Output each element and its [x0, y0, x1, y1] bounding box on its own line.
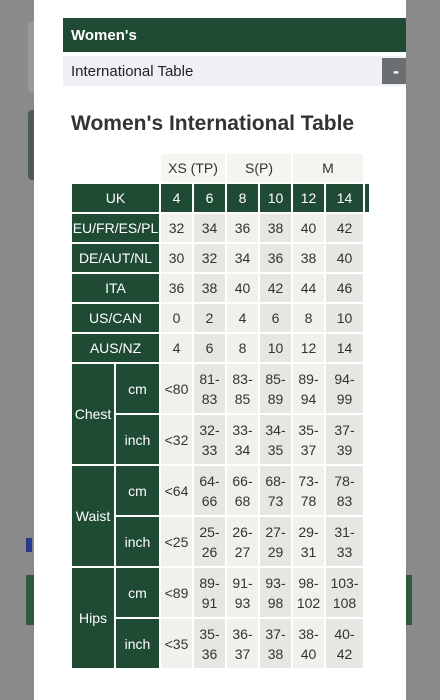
- measure-label: Waist: [72, 466, 114, 566]
- measure-cell: 33- 34: [227, 415, 258, 464]
- measure-cell: 89- 94: [293, 364, 324, 413]
- measure-cell: 83- 85: [227, 364, 258, 413]
- size-cell: 2: [194, 304, 225, 332]
- unit-label: inch: [116, 415, 159, 464]
- size-group-header: XS (TP): [161, 154, 225, 182]
- measure-cell: 38- 40: [293, 619, 324, 668]
- table-row: [72, 334, 369, 362]
- measure-cell: 37- 38: [260, 619, 291, 668]
- size-cell: 8: [227, 334, 258, 362]
- measure-cell: 66- 68: [227, 466, 258, 515]
- row-label: DE/AUT/NL: [72, 244, 159, 272]
- measure-cell: 78- 83: [326, 466, 363, 515]
- measure-cell: 34- 35: [260, 415, 291, 464]
- measure-cell: 31- 33: [326, 517, 363, 566]
- row-label: AUS/NZ: [72, 334, 159, 362]
- size-cell: 42: [260, 274, 291, 302]
- table-edge: [365, 304, 369, 332]
- unit-label: cm: [116, 364, 159, 413]
- size-cell: 14: [326, 334, 363, 362]
- measure-cell: 73- 78: [293, 466, 324, 515]
- measure-cell: 27- 29: [260, 517, 291, 566]
- measure-row: [72, 466, 369, 515]
- size-cell: 44: [293, 274, 324, 302]
- measure-cell: 89- 91: [194, 568, 225, 617]
- size-group-header: S(P): [227, 154, 291, 182]
- measure-cell: <89: [161, 568, 192, 617]
- size-guide-modal: [34, 0, 406, 700]
- corner-cell: [72, 154, 159, 182]
- table-edge: [365, 415, 369, 464]
- size-group-header: M: [293, 154, 363, 182]
- measure-label: Chest: [72, 364, 114, 464]
- size-table: [70, 152, 371, 670]
- measure-cell: 85- 89: [260, 364, 291, 413]
- table-edge: [365, 517, 369, 566]
- table-edge: [365, 184, 369, 212]
- uk-size-cell: 14: [326, 184, 363, 212]
- size-group-row: [72, 154, 369, 182]
- measure-cell: 103- 108: [326, 568, 363, 617]
- size-cell: 12: [293, 334, 324, 362]
- unit-label: cm: [116, 466, 159, 515]
- measure-cell: 94- 99: [326, 364, 363, 413]
- table-edge: [365, 244, 369, 272]
- measure-row: [72, 415, 369, 464]
- size-cell: 38: [260, 214, 291, 242]
- measure-cell: 36- 37: [227, 619, 258, 668]
- size-cell: 30: [161, 244, 192, 272]
- measure-cell: 35- 36: [194, 619, 225, 668]
- size-cell: 0: [161, 304, 192, 332]
- size-cell: 40: [326, 244, 363, 272]
- table-row: [72, 304, 369, 332]
- size-cell: 36: [260, 244, 291, 272]
- table-edge: [365, 619, 369, 668]
- row-label: ITA: [72, 274, 159, 302]
- size-cell: 34: [194, 214, 225, 242]
- table-edge: [365, 466, 369, 515]
- category-header: [63, 18, 406, 52]
- size-cell: 4: [227, 304, 258, 332]
- table-edge: [365, 214, 369, 242]
- row-label-uk: UK: [72, 184, 159, 212]
- unit-label: inch: [116, 619, 159, 668]
- measure-row: [72, 364, 369, 413]
- measure-cell: 40- 42: [326, 619, 363, 668]
- measure-cell: 81- 83: [194, 364, 225, 413]
- row-label: US/CAN: [72, 304, 159, 332]
- category-title: Women's: [71, 26, 137, 44]
- table-edge: [365, 154, 369, 182]
- measure-cell: 25- 26: [194, 517, 225, 566]
- table-edge: [365, 334, 369, 362]
- size-cell: 32: [161, 214, 192, 242]
- size-cell: 46: [326, 274, 363, 302]
- uk-size-cell: 12: [293, 184, 324, 212]
- uk-size-cell: 6: [194, 184, 225, 212]
- measure-cell: <25: [161, 517, 192, 566]
- size-cell: 38: [194, 274, 225, 302]
- measure-cell: <80: [161, 364, 192, 413]
- table-row: [72, 244, 369, 272]
- section-title: International Table: [71, 62, 194, 80]
- background-accent: [26, 538, 32, 552]
- size-cell: 34: [227, 244, 258, 272]
- size-cell: 10: [326, 304, 363, 332]
- measure-row: [72, 517, 369, 566]
- measure-cell: 68- 73: [260, 466, 291, 515]
- measure-row: [72, 619, 369, 668]
- measure-row: [72, 568, 369, 617]
- uk-size-cell: 10: [260, 184, 291, 212]
- table-edge: [365, 274, 369, 302]
- measure-cell: 64- 66: [194, 466, 225, 515]
- measure-cell: 91- 93: [227, 568, 258, 617]
- size-cell: 40: [293, 214, 324, 242]
- measure-cell: <32: [161, 415, 192, 464]
- table-row: [72, 214, 369, 242]
- section-accordion[interactable]: [63, 56, 406, 86]
- size-cell: 36: [161, 274, 192, 302]
- table-title: Women's International Table: [71, 112, 355, 135]
- table-edge: [365, 568, 369, 617]
- unit-label: inch: [116, 517, 159, 566]
- table-row: [72, 274, 369, 302]
- measure-cell: 93- 98: [260, 568, 291, 617]
- size-cell: 40: [227, 274, 258, 302]
- measure-label: Hips: [72, 568, 114, 668]
- measure-cell: 35- 37: [293, 415, 324, 464]
- measure-cell: 98- 102: [293, 568, 324, 617]
- uk-size-cell: 8: [227, 184, 258, 212]
- row-label: EU/FR/ES/PL: [72, 214, 159, 242]
- measure-cell: <64: [161, 466, 192, 515]
- table-edge: [365, 364, 369, 413]
- size-cell: 36: [227, 214, 258, 242]
- measure-cell: 29- 31: [293, 517, 324, 566]
- measure-cell: 32- 33: [194, 415, 225, 464]
- measure-cell: <35: [161, 619, 192, 668]
- size-cell: 8: [293, 304, 324, 332]
- uk-size-cell: 4: [161, 184, 192, 212]
- size-cell: 32: [194, 244, 225, 272]
- size-cell: 42: [326, 214, 363, 242]
- collapse-button[interactable]: -: [382, 58, 406, 84]
- size-cell: 4: [161, 334, 192, 362]
- size-cell: 10: [260, 334, 291, 362]
- unit-label: cm: [116, 568, 159, 617]
- size-cell: 38: [293, 244, 324, 272]
- measure-cell: 26- 27: [227, 517, 258, 566]
- measure-cell: 37- 39: [326, 415, 363, 464]
- size-cell: 6: [194, 334, 225, 362]
- size-cell: 6: [260, 304, 291, 332]
- uk-row: [72, 184, 369, 212]
